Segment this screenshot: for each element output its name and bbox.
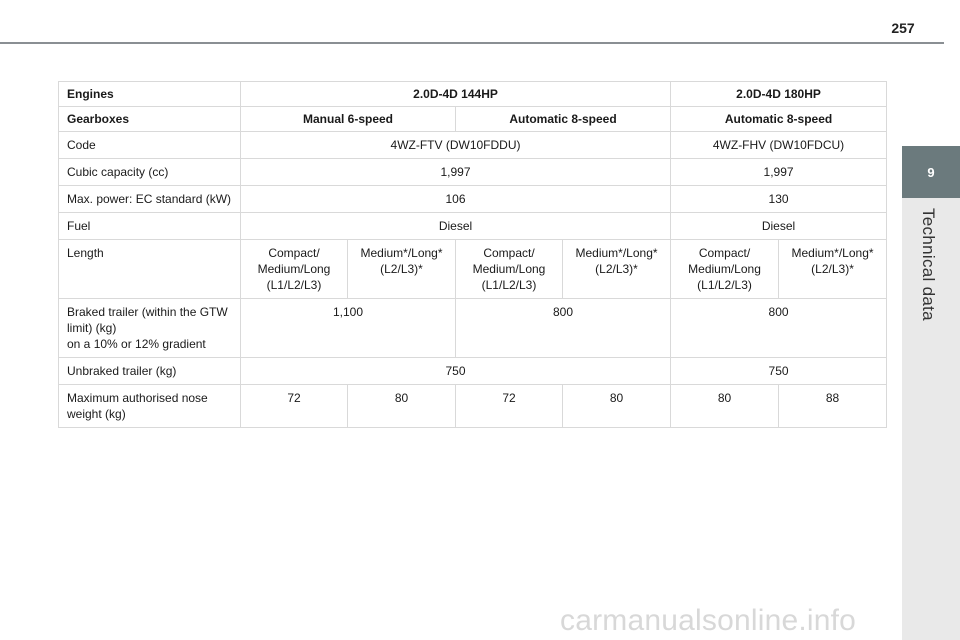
braked-value-2: 800 xyxy=(456,299,671,358)
row-label-unbraked-trailer: Unbraked trailer (kg) xyxy=(59,358,241,385)
row-label-capacity: Cubic capacity (cc) xyxy=(59,159,241,186)
engine-spec-table xyxy=(58,81,887,428)
watermark: carmanualsonline.info xyxy=(560,604,857,637)
table-row-power xyxy=(59,186,887,213)
table-row-gearboxes xyxy=(59,107,887,132)
length-line: Medium/Long xyxy=(688,262,761,276)
braked-value-3: 800 xyxy=(671,299,887,358)
braked-value-1: 1,100 xyxy=(241,299,456,358)
length-line: Compact/ xyxy=(698,246,751,260)
nose-weight-value: 80 xyxy=(563,385,671,428)
code-value-2: 4WZ-FHV (DW10FDCU) xyxy=(671,132,887,159)
row-label-gearboxes: Gearboxes xyxy=(59,107,241,132)
code-value-1: 4WZ-FTV (DW10FDDU) xyxy=(241,132,671,159)
length-value xyxy=(241,240,348,299)
length-line: Medium*/Long* xyxy=(360,246,443,260)
gearbox-manual-6: Manual 6-speed xyxy=(241,107,456,132)
table-row-engines xyxy=(59,82,887,107)
row-label-engines: Engines xyxy=(59,82,241,107)
length-line: Compact/ xyxy=(483,246,535,260)
page-number: 257 xyxy=(891,20,915,36)
length-line: (L1/L2/L3) xyxy=(266,278,322,292)
table-row-capacity xyxy=(59,159,887,186)
engine-180hp: 2.0D-4D 180HP xyxy=(671,82,887,107)
length-line: Medium/Long xyxy=(257,262,331,276)
gearbox-auto-8-a: Automatic 8-speed xyxy=(456,107,671,132)
row-label-length: Length xyxy=(59,240,241,299)
header-rule xyxy=(0,42,944,44)
nose-weight-value: 88 xyxy=(779,385,887,428)
power-value-1: 106 xyxy=(241,186,671,213)
length-line: Medium/Long xyxy=(472,262,546,276)
length-line: (L2/L3)* xyxy=(380,262,423,276)
nose-weight-value: 80 xyxy=(348,385,456,428)
capacity-value-1: 1,997 xyxy=(241,159,671,186)
row-label-power: Max. power: EC standard (kW) xyxy=(59,186,241,213)
nose-weight-value: 72 xyxy=(241,385,348,428)
length-value xyxy=(563,240,671,299)
length-value xyxy=(671,240,779,299)
fuel-value-1: Diesel xyxy=(241,213,671,240)
length-line: Medium*/Long* xyxy=(575,246,658,260)
row-label-braked-trailer xyxy=(59,299,241,358)
label-line: weight (kg) xyxy=(67,407,126,421)
row-label-nose-weight xyxy=(59,385,241,428)
row-label-code: Code xyxy=(59,132,241,159)
table-row-fuel xyxy=(59,213,887,240)
unbraked-value-1: 750 xyxy=(241,358,671,385)
nose-weight-value: 80 xyxy=(671,385,779,428)
length-line: Compact/ xyxy=(268,246,320,260)
label-line: Braked trailer (within the GTW xyxy=(67,305,228,319)
engine-144hp: 2.0D-4D 144HP xyxy=(241,82,671,107)
chapter-title: Technical data xyxy=(919,208,938,321)
length-value xyxy=(779,240,887,299)
table-row-nose-weight xyxy=(59,385,887,428)
label-line: Maximum authorised nose xyxy=(67,391,208,405)
row-label-fuel: Fuel xyxy=(59,213,241,240)
table-row-code xyxy=(59,132,887,159)
length-line: (L2/L3)* xyxy=(811,262,854,276)
label-line: limit) (kg) xyxy=(67,321,117,335)
length-line: (L2/L3)* xyxy=(595,262,638,276)
table-row-length xyxy=(59,240,887,299)
capacity-value-2: 1,997 xyxy=(671,159,887,186)
unbraked-value-2: 750 xyxy=(671,358,887,385)
fuel-value-2: Diesel xyxy=(671,213,887,240)
length-line: (L1/L2/L3) xyxy=(481,278,537,292)
length-value xyxy=(348,240,456,299)
nose-weight-value: 72 xyxy=(456,385,563,428)
chapter-tab xyxy=(902,146,960,198)
table-row-braked-trailer xyxy=(59,299,887,358)
length-line: (L1/L2/L3) xyxy=(697,278,752,292)
length-line: Medium*/Long* xyxy=(791,246,874,260)
power-value-2: 130 xyxy=(671,186,887,213)
gearbox-auto-8-b: Automatic 8-speed xyxy=(671,107,887,132)
table-row-unbraked-trailer xyxy=(59,358,887,385)
length-value xyxy=(456,240,563,299)
label-line: on a 10% or 12% gradient xyxy=(67,337,206,351)
chapter-number: 9 xyxy=(927,164,935,180)
